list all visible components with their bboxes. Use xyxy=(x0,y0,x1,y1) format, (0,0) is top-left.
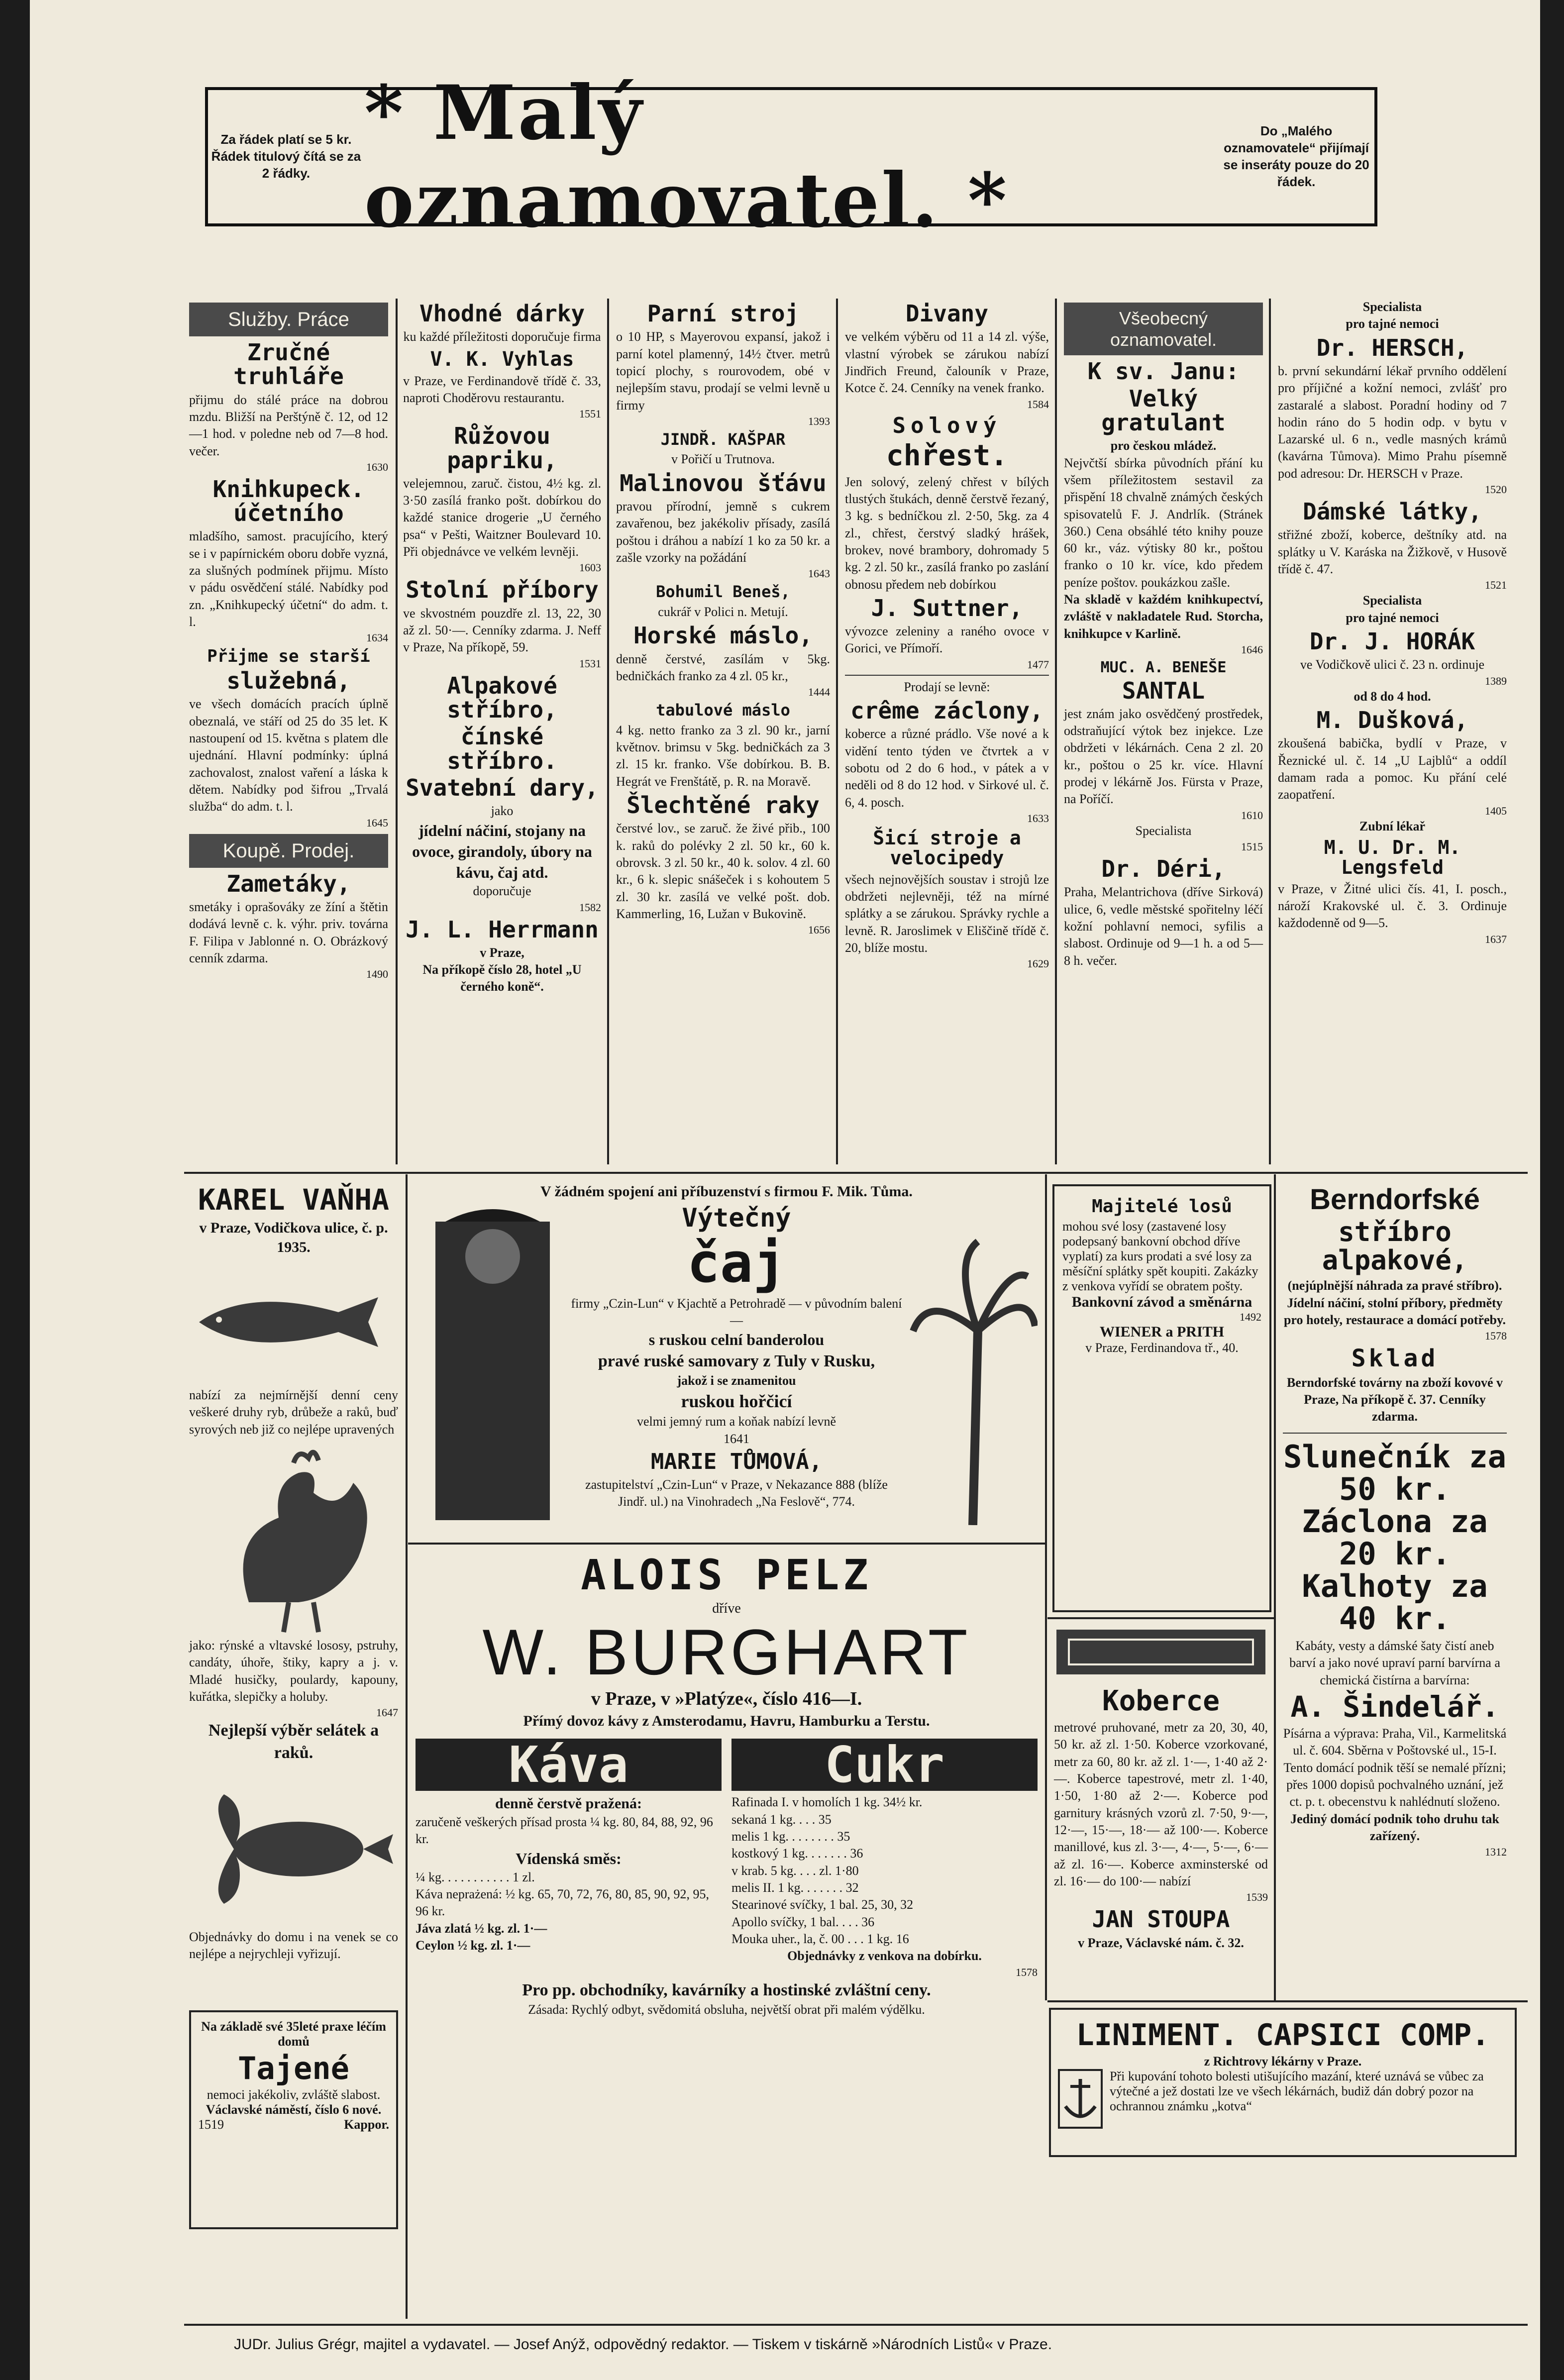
ad-carpets xyxy=(1049,1625,1273,1952)
ad-text: přijmu do stálé práce na dobrou mzdu. Bližší na Perštýně č. 12, od 12—1 hod. v poledne neb od 7—8 hod. večer. xyxy=(189,392,388,458)
ad-text: dříve xyxy=(712,1601,741,1617)
anchor-icon xyxy=(1058,2069,1103,2129)
ad-text: v Praze, Vodičkova ulice, č. p. 1935. xyxy=(199,1219,388,1256)
fish-illustration xyxy=(189,1257,398,1387)
ad-heading: Tajené xyxy=(238,2050,349,2086)
ad-number: 1539 xyxy=(1246,1891,1268,1904)
ad-heading: čaj xyxy=(687,1231,786,1295)
ad-text: pravou přírodní, jemně s cukrem zavařenou, bez jakékoliv přísady, zasílá poštou i dráhou a nabízí 1 ko za 50 kr. a zašle vzorky na požádání xyxy=(616,499,830,565)
crayfish-icon xyxy=(189,1764,398,1929)
ad-number: 1515 xyxy=(1241,840,1263,853)
ad-heading: Přijme se starší xyxy=(207,646,370,667)
ad-text: nabízí za nejmírnější denní ceny veškeré druhy ryb, drůbeže a raků, buď syrových neb již co nejlépe upravených xyxy=(189,1388,398,1437)
ad-text: Písárna a výprava: Praha, Vil., Karmelitská ul. č. 604. Sběrna v Poštovské ul., 15-I. Tento domácí podnik těší se nemalé přízni; přes 1000 dopisů pochvalného uznání, jež ct. p. t. obecenstvu k nahlédnutí složeno. xyxy=(1283,1726,1507,1809)
ad-heading: Malinovou šťávu xyxy=(620,469,827,497)
ad-number: 1393 xyxy=(808,414,830,427)
ad-number: 1610 xyxy=(1241,809,1263,822)
tea-merchant-illustration xyxy=(416,1202,565,1525)
ad-heading: W. BURGHART xyxy=(482,1616,971,1689)
section-rule xyxy=(1047,1617,1274,1619)
ad-karel-vanha xyxy=(184,1182,403,1963)
ad-number: 1312 xyxy=(1485,1846,1507,1859)
ad-liniment xyxy=(1049,2008,1517,2157)
ad-heading: Divany xyxy=(905,300,989,327)
ad-text: Praha, Melantrichova (dříve Sirková) ulice, 6, vedle městské spořitelny léčí kožní pohlavní nemoci, syfilis a slabost. Ordinuje od 9—1 h. a od 5—8 h. večer. xyxy=(1064,885,1263,968)
ad-text: firmy „Czin-Lun“ v Kjachtě a Petrohradě — v původním balení — xyxy=(571,1296,902,1328)
section-rule xyxy=(408,1543,1045,1545)
ad-number: 1405 xyxy=(1485,804,1507,817)
ad-text: v Praze, v Žitné ulici čís. 41, I. posch., nároží Krakovské ul. č. 3. Ordinuje každodenně od 9—5. xyxy=(1278,881,1507,931)
ad-text: Kabáty, vesty a dámské šaty čistí aneb barví a jako nové upraví parní barvírna a chemická čistírna a barvírna: xyxy=(1289,1639,1500,1687)
ad-heading: V. K. Vyhlas xyxy=(430,347,574,371)
ad-heading: Bohumil Beneš, xyxy=(656,582,790,602)
liniment-body xyxy=(1058,2069,1508,2129)
ad-number: 1582 xyxy=(579,901,601,914)
section-heading-general: Všeobecný oznamovatel. xyxy=(1064,303,1263,355)
ad-text: Bankovní závod a směnárna xyxy=(1071,1293,1252,1310)
column-rule xyxy=(1055,299,1057,1164)
ad-text: Zásada: Rychlý odbyt, svědomitá obsluha, největší obrat při malém výdělku. xyxy=(528,2002,925,2017)
ad-text: Václavské náměstí, číslo 6 nové. xyxy=(206,2102,382,2117)
column-rule xyxy=(1045,1174,1047,2000)
ad-text: Na základě své 35leté praxe léčím domů xyxy=(201,2019,386,2049)
banner-right-note: Do „Malého oznamovatele“ přijímají se inseráty pouze do 20 řádek. xyxy=(1223,123,1369,189)
ad-text: pro tajné nemoci xyxy=(1346,316,1439,331)
ad-text: Specialista xyxy=(1362,300,1422,314)
section-heading-buy-sell: Koupě. Prodej. xyxy=(189,834,388,868)
ad-text: WIENER a PRITH xyxy=(1099,1323,1225,1340)
ad-text: Specialista xyxy=(1135,823,1192,838)
ad-divider xyxy=(845,675,1049,676)
price-row: melis 1 kg. . . . . . . . 35 xyxy=(731,1829,850,1844)
ad-heading: Sklad xyxy=(1351,1345,1439,1373)
ad-text: Objednávky z venkova na dobírku. xyxy=(787,1949,982,1964)
ad-heading: K sv. Janu: xyxy=(1087,358,1240,385)
ad-text: Pro pp. obchodníky, kavárníky a hostinské zvláštní ceny. xyxy=(522,1980,931,1999)
ad-number: 1603 xyxy=(579,561,601,574)
ad-heading: Stolní příbory xyxy=(406,576,599,604)
pelz-columns xyxy=(416,1736,1038,1979)
fish-icon xyxy=(189,1257,398,1387)
ad-number: 1647 xyxy=(376,1706,398,1719)
ad-heading: MUC. A. BENEŠE xyxy=(1100,659,1227,677)
ad-heading: chřest. xyxy=(886,438,1008,472)
ad-number: 1531 xyxy=(579,657,601,670)
column-3 xyxy=(611,299,835,937)
ad-lottery-owners xyxy=(1052,1184,1271,1612)
ad-number: 1477 xyxy=(1027,658,1049,671)
ad-divider xyxy=(1283,1433,1507,1434)
ad-heading: stříbro alpakové, xyxy=(1322,1216,1468,1276)
ad-heading: Slunečník za 50 kr. Záclona za 20 kr. Kalhoty za 40 kr. xyxy=(1283,1438,1506,1637)
ad-text: zaručeně veškerých přísad prosta ¼ kg. 80, 84, 88, 92, 96 kr. xyxy=(416,1814,713,1847)
price-row: Apollo svíčky, 1 bal. . . . 36 xyxy=(731,1914,875,1929)
ad-text: 4 kg. netto franko za 3 zl. 90 kr., jarní květnov. brimsu v 5kg. bedničkách za 3 zl. 15 kr. franko. Vše dobírkou. B. B. Hegrát ve Frenštátě, p. R. na Moravě. xyxy=(616,723,830,789)
ad-number: 1578 xyxy=(1485,1330,1507,1343)
ad-number: 1656 xyxy=(808,924,830,936)
ad-text: metrové pruhované, metr za 20, 30, 40, 50 kr. až zl. 1·50. Koberce vzorkované, metr za 60, 80 kr. až zl. 1·—, 1·40 až 2·—. Koberce tapestrové, metr zl. 1·40, 1·50, 1·80 až 2·—. Koberce pod garnitury krásných vzorů zl. 7·50, 9·—, 12·—, 15·—, 18·— až 100·—. Koberce manillové, kus zl. 3·—, 4·—, 5·—, 6·— až zl. 16·—. Koberce axminsterské od zl. 16·— do 100·— nabízí xyxy=(1054,1720,1268,1888)
ad-text: Káva neprażená: ½ kg. 65, 70, 72, 76, 80, 85, 90, 92, 95, 96 kr. xyxy=(416,1887,709,1919)
rooster-illustration xyxy=(189,1438,398,1637)
ad-text: zkoušená babička, bydlí v Praze, v Řeznické ul. č. 14 „U Lajblů“ a oddíl damam rada a pomoc. Ku přání celé zaopatření. xyxy=(1278,736,1507,802)
ad-text: pravé ruské samovary z Tuly v Rusku, xyxy=(598,1351,875,1370)
column-4 xyxy=(840,299,1054,971)
ad-text: Při kupování tohoto bolesti utišujícího mazání, které uznává se vůbec za výtečné a jež dostati lze ve všech lékárnách, budiž dán dobrý pozor na ochrannou známku „kotva“ xyxy=(1110,2069,1484,2113)
ad-text: doporučuje xyxy=(473,884,531,899)
ad-heading: tabulové máslo xyxy=(656,701,790,720)
ad-heading: LINIMENT. CAPSICI COMP. xyxy=(1076,2018,1490,2053)
ad-heading: Horské máslo, xyxy=(633,622,813,649)
column-2 xyxy=(398,299,606,996)
sugar-column xyxy=(731,1736,1038,1979)
ad-text: střižné zboží, koberce, deštníky atd. na splátky u V. Karáska na Žižkově, v Husově třídě č. 47. xyxy=(1278,527,1507,577)
ad-text: v Praze, v »Platýze«, číslo 416—I. xyxy=(591,1688,862,1709)
ad-heading: Dámské látky, xyxy=(1302,498,1482,525)
column-5 xyxy=(1059,299,1268,969)
ad-heading: ALOIS PELZ xyxy=(581,1551,872,1599)
ad-text: ve velkém výběru od 11 a 14 zl. výše, vlastní výrobek se zárukou nabízí Jindřich Freund, čalouník v Praze, Kotce č. 24. Cenníky na venek franko. xyxy=(845,329,1049,396)
ad-number: 1646 xyxy=(1241,643,1263,656)
ad-text: nemoci jakékoliv, zvláště slabost. xyxy=(207,2087,381,2102)
ad-text: Na skladě v každém knihkupectví, zvláště v nakladatele Rud. Storcha, knihkupce v Karlině. xyxy=(1064,592,1263,641)
rooster-icon xyxy=(189,1438,398,1637)
palm-tree-illustration xyxy=(908,1202,1038,1525)
ad-number: 1641 xyxy=(724,1431,749,1446)
ad-text: pro českou mládež. xyxy=(1110,438,1217,453)
ad-text: Na příkopě číslo 28, hotel „U černého koně“. xyxy=(422,962,582,994)
ad-text: pro tajné nemoci xyxy=(1346,610,1439,625)
ad-berndorf xyxy=(1278,1182,1512,1859)
column-1 xyxy=(184,299,393,981)
ad-heading: SANTAL xyxy=(1122,677,1205,704)
ad-heading: Káva xyxy=(416,1739,722,1791)
ad-text: Ceylon ½ kg. zl. 1·— xyxy=(416,1938,530,1953)
ad-heading: M. Dušková, xyxy=(1316,706,1468,733)
ad-number: 1584 xyxy=(1027,398,1049,411)
ad-text: Jen solový, zelený chřest v bílých tlustých štukách, denně čerstvě řezaný, 3 kg. s bedníčkou zl. 2·50, 5kg. za 4 zl., chřest, čerstvý sladký hrášek, brokev, nové brambory, dohromady 5 kg. 2 zl. 50 kr., zasílá franko po zaslání obnosu předem neb dobírkou xyxy=(845,474,1049,592)
ad-heading: Berndorfské xyxy=(1310,1183,1480,1216)
ad-number: 1520 xyxy=(1485,483,1507,496)
ad-text: velmi jemný rum a koňak nabízí levně xyxy=(637,1414,836,1429)
ad-heading: Svatební dary, xyxy=(406,774,599,801)
ad-number: 1578 xyxy=(1016,1966,1038,1978)
ad-heading: Vhodné dárky xyxy=(419,300,585,327)
ad-text: ve Vodičkově ulici č. 23 n. ordinuje xyxy=(1300,657,1485,672)
ad-text: Objednávky do domu i na venek se co nejlépe a nejrychleji vyřizují. xyxy=(189,1930,398,1962)
ad-alois-pelz xyxy=(411,1550,1043,2019)
ad-number: 1633 xyxy=(1027,812,1049,825)
ad-heading: Cukr xyxy=(731,1739,1038,1791)
ad-text: v Praze, Václavské nám. č. 32. xyxy=(1078,1935,1244,1950)
ad-text: v Praze, ve Ferdinandově třídě č. 33, naproti Choděrovu restaurantu. xyxy=(403,373,601,405)
ad-text: (nejúplnější náhrada za pravé stříbro). xyxy=(1287,1278,1502,1293)
price-row: kostkový 1 kg. . . . . . . 36 xyxy=(731,1846,863,1861)
ad-text: Přímý dovoz kávy z Amsterodamu, Havru, Hamburku a Terstu. xyxy=(523,1712,930,1729)
imprint-footer: JUDr. Julius Grégr, majitel a vydavatel. — Josef Anýž, odpovědný redaktor. — Tiskem v tiskárně »Národních Listů« v Praze. xyxy=(234,2336,1052,2353)
banner-title: * Malý oznamovatel. * xyxy=(364,69,1009,244)
ad-heading: Dr. J. HORÁK xyxy=(1309,628,1475,655)
ad-text: Jídelní náčiní, stolní příbory, předměty pro hotely, restaurace a domácí potřeby. xyxy=(1283,1295,1506,1327)
ad-text: v Praze, xyxy=(480,945,524,960)
price-row: Rafinada I. v homolích 1 kg. 34½ kr. xyxy=(731,1795,923,1810)
ad-text: v Praze, Ferdinandova tř., 40. xyxy=(1085,1340,1239,1355)
ad-text: v Pořičí u Trutnova. xyxy=(671,452,775,467)
price-row: sekaná 1 kg. . . . 35 xyxy=(731,1812,832,1827)
price-row: Stearinové svíčky, 1 bal. 25, 30, 32 xyxy=(731,1897,914,1912)
scan-edge-right xyxy=(1540,0,1564,2380)
coffee-column xyxy=(416,1736,722,1979)
ad-heading: Solový xyxy=(892,413,1002,438)
ad-heading: M. U. Dr. M. Lengsfeld xyxy=(1324,836,1461,878)
column-rule xyxy=(406,1174,408,2319)
ad-marie-tumova xyxy=(411,1182,1043,1525)
ad-text: s ruskou celní banderolou xyxy=(648,1331,825,1349)
price-row: v krab. 5 kg. . . . zl. 1·80 xyxy=(731,1863,859,1878)
ad-text: smetáky i oprašováky ze žíní a štětin dodává levně c. k. výhr. priv. továrna F. Filipa v Jablonné n. O. Obrázkový cenník zdarma. xyxy=(189,899,388,965)
price-row: melis II. 1 kg. . . . . . . 32 xyxy=(731,1880,859,1895)
ad-text: mladšího, samost. pracujícího, který se i v papírnickém oboru dobře vyzná, za slušných podmínek přijmu. Místo v pádu osvědčení stálé. Nabídky pod zn. „Knihkupecký účetní“ do adm. t. l. xyxy=(189,529,388,629)
scan-edge-left xyxy=(0,0,30,2380)
ad-text: velejemnou, zaruč. čistou, 4½ kg. zl. 3·50 zasílá franko pošt. dobírkou do každé stanice drogerie „U černého psa“ v Pešti, Waitzner Boulevard 10. Při objednávce ve velkém levněji. xyxy=(403,476,601,559)
ad-heading: Růžovou papriku, xyxy=(447,422,557,474)
ad-heading: J. Suttner, xyxy=(871,594,1023,621)
ad-text: od 8 do 4 hod. xyxy=(1354,689,1431,704)
column-rule xyxy=(1269,299,1271,1164)
ad-text: jako: rýnské a vltavské lososy, pstruhy, candáty, úhoře, štiky, kapry a j. v. Mladé husičky, poulardy, kapouny, kuřátka, slepičky a holuby. xyxy=(189,1638,398,1704)
ad-text: vývozce zeleniny a raného ovoce v Gorici, ve Přímoří. xyxy=(845,624,1049,656)
ad-number: 1444 xyxy=(808,686,830,699)
section-rule xyxy=(1047,2000,1528,2002)
ad-text: zastupitelství „Czin-Lun“ v Praze, v Nekazance 888 (blíže Jindř. ul.) na Vinohradech „Na Feslově“, 774. xyxy=(585,1477,888,1509)
ad-heading: Alpakové stříbro, xyxy=(447,672,557,724)
ad-text: o 10 HP, s Mayerovou expansí, jakož i parní kotel plamenný, 14½ čtver. metrů topicí plochy, s rourovodem, obé v nejlepším stavu, prodají se velmi levně u firmy xyxy=(616,329,830,413)
ad-number: 1637 xyxy=(1485,932,1507,945)
ad-text: Prodají se levně: xyxy=(904,679,990,694)
ad-heading: A. Šindelář. xyxy=(1290,1690,1499,1724)
ad-number: 1521 xyxy=(1485,579,1507,592)
ad-text: čerstvé lov., se zaruč. že živé přib., 100 k. raků do polévky 2 zl. 50 kr., 60 k. obrovsk. 3 zl. 50 kr., 40 k. solov. 4 zl. 60 kr., 6 k. slepic snášeček i s kohoutem 5 zl. 30 kr. zasílá ve velké pošt. dob. Kammerling, 16, Lužan v Bukovině. xyxy=(616,821,830,921)
ad-number: 1519 xyxy=(198,2117,224,2132)
ad-number: 1551 xyxy=(579,408,601,420)
ad-text: Berndorfské továrny na zboží kovové v Praze, Na příkopě č. 37. Cenníky zdarma. xyxy=(1286,1375,1503,1424)
ad-text: Nejlepší výběr selátek a raků. xyxy=(208,1721,379,1762)
ad-heading: MARIE TŮMOVÁ, xyxy=(650,1449,823,1474)
ad-text: jakož i se znamenitou xyxy=(677,1373,796,1388)
crayfish-illustration xyxy=(189,1764,398,1929)
ad-text: Specialista xyxy=(1362,593,1422,608)
column-rule xyxy=(836,299,838,1164)
ad-heading: Velký gratulant xyxy=(1101,385,1226,436)
ad-text: Jáva zlatá ½ kg. zl. 1·— xyxy=(416,1921,547,1936)
price-row: Mouka uher., la, č. 00 . . . 1 kg. 16 xyxy=(731,1931,909,1946)
ad-heading: služebná, xyxy=(226,667,351,695)
ad-heading: Knihkupeck. účetního xyxy=(212,475,365,527)
ad-signature: Kappor. xyxy=(344,2117,389,2132)
ad-text: ku každé příležitosti doporučuje firma xyxy=(403,329,601,344)
ad-text: ruskou hořčicí xyxy=(681,1391,792,1411)
ad-heading: J. L. Herrmann xyxy=(406,916,599,943)
ad-text: všech nejnovějších soustav i strojů lze obdržeti nejlevněji, též na mírné splátky a se zárukou. Správky rychle a levně. R. Jaroslimek v Eliščině třídě č. 20, blíže mostu. xyxy=(845,872,1049,955)
ad-heading: Parní stroj xyxy=(647,300,799,327)
ad-heading: Šicí stroje a velocipedy xyxy=(873,827,1021,869)
ad-number: 1629 xyxy=(1027,957,1049,970)
ad-heading: JINDŘ. KAŠPAR xyxy=(660,429,786,449)
banner-left-note: Za řádek platí se 5 kr. Řádek titulový čítá se za 2 řádky. xyxy=(211,132,361,181)
ad-text: jídelní náčiní, stojany na ovoce, girandoly, úbory na kávu, čaj atd. xyxy=(412,821,592,881)
ad-text: cukrář v Polici n. Metují. xyxy=(658,604,788,619)
column-rule xyxy=(1274,1174,1276,2000)
column-rule xyxy=(396,299,398,1164)
ad-tajene xyxy=(189,2010,398,2229)
ad-heading: Šlechtěné raky xyxy=(626,792,820,819)
ad-text: jako xyxy=(491,804,514,819)
ad-heading: Zručné truhláře xyxy=(233,339,344,390)
ad-text: b. první sekundární lékař prvního oddělení pro příjičné a kožní nemoci, zvlášť pro zastaralé a slabost. Poradní hodiny od 7 hodin ráno do 5 hodin odp. v bytu v Lazarské ul. 6 n., vedle masných krámů (kavárna Tůmova). Mimo Prahu písemně pod adresou: Dr. HERSCH v Praze. xyxy=(1278,363,1507,481)
tea-ad-body xyxy=(416,1202,1038,1525)
tea-ad-text xyxy=(565,1202,908,1511)
ad-number: 1389 xyxy=(1485,674,1507,687)
ad-footer-line xyxy=(198,2117,389,2132)
carpet-illustration xyxy=(1054,1625,1268,1679)
ad-text: ¼ kg. . . . . . . . . . . 1 zl. xyxy=(416,1869,535,1884)
ad-text: koberce a různé prádlo. Vše nové a k vidění tento týden ve čtvrtek a v sobotu od 2 do 6 hod., v pátek a v neděli od 8 do 12 hod. v Sirkové ul. č. 6, 4. posch. xyxy=(845,726,1049,810)
ad-heading: Dr. Déri, xyxy=(1101,855,1226,883)
section-rule xyxy=(184,1172,1528,1174)
ad-text: Zubní lékař xyxy=(1359,819,1426,833)
ad-text: mohou své losy (zastavené losy podepsaný bankovní obchod dříve vyplatí) za kurs prodati a své losy za měsíční splátky spět koupiti. Zakázky z venkova vyřídí se obratem pošty. xyxy=(1062,1219,1258,1293)
ad-heading: Koberce xyxy=(1102,1685,1220,1718)
ad-text: z Richtrovy lékárny v Praze. xyxy=(1204,2054,1362,2069)
ad-number: 1490 xyxy=(366,968,388,981)
ad-heading: Majitelé losů xyxy=(1092,1196,1232,1217)
ad-number: 1643 xyxy=(808,567,830,580)
ad-heading: Zametáky, xyxy=(226,870,351,897)
ad-heading: crême záclony, xyxy=(850,697,1043,724)
column-6 xyxy=(1273,299,1512,946)
ad-text: ve skvostném pouzdře zl. 13, 22, 30 až zl. 50·—. Cenníky zdarma. J. Neff v Praze, Na příkopě, 59. xyxy=(403,606,601,655)
ad-heading: JAN STOUPA xyxy=(1092,1906,1230,1933)
ad-heading: čínské stříbro. xyxy=(447,723,557,774)
section-heading-services: Služby. Práce xyxy=(189,303,388,336)
ad-text: Nejvčtší sbírka původních přání ku všem příležitostem sestavil za přispění 18 chvalně známých českých spisovatelů F. J. Andrlík. (Stránek 360.) Cena obsáhlé této knihy pouze 60 kr., váz. výtisky 80 kr., poštou franko o 10 kr. více, kdo předem peníze poštov. poukázkou zašle. xyxy=(1064,455,1263,590)
classifieds-banner xyxy=(205,69,1377,244)
ad-text: jest znám jako osvědčený prostředek, odstraňující výtok bez injekce. Lze obdržeti v lékárnách. Cena 2 zl. 20 kr., poštou o 25 kr. více. Hlavní prodej v lékárně Jos. Fürsta v Praze, na Poříčí. xyxy=(1064,706,1263,807)
ad-text: Jediný domácí podnik toho druhu tak zařízený. xyxy=(1290,1811,1499,1843)
ad-text: ve všech domácích pracích úplně obeznalá, ve stáří od 25 do 35 let. K nastoupení od 15. května s platem dle ujednání. Hlavní podmínky: úplná zachovalost, znalost vaření a láska k dětem. Nabídky pod šifrou „Trvalá služba“ do adm. t. l. xyxy=(189,697,388,814)
ad-number: 1634 xyxy=(366,631,388,644)
ad-heading: Dr. HERSCH, xyxy=(1316,334,1468,361)
ad-number: 1645 xyxy=(366,816,388,829)
ad-text: V žádném spojení ani příbuzenství s firmou F. Mik. Tůma. xyxy=(540,1183,913,1200)
ad-text: denně čerstvé, zasílám v 5kg. bedničkách franko za 4 zl. 05 kr., xyxy=(616,651,830,683)
ad-number: 1492 xyxy=(1240,1310,1261,1323)
ad-text: Vídenská směs: xyxy=(516,1849,622,1867)
ad-heading: KAREL VAŇHA xyxy=(198,1183,390,1217)
ad-text: denně čerstvě pražená: xyxy=(495,1795,642,1812)
page-bottom-rule xyxy=(184,2324,1528,2326)
ad-number: 1630 xyxy=(366,460,388,473)
column-rule xyxy=(607,299,609,1164)
ad-heading: Výtečný xyxy=(682,1203,791,1233)
